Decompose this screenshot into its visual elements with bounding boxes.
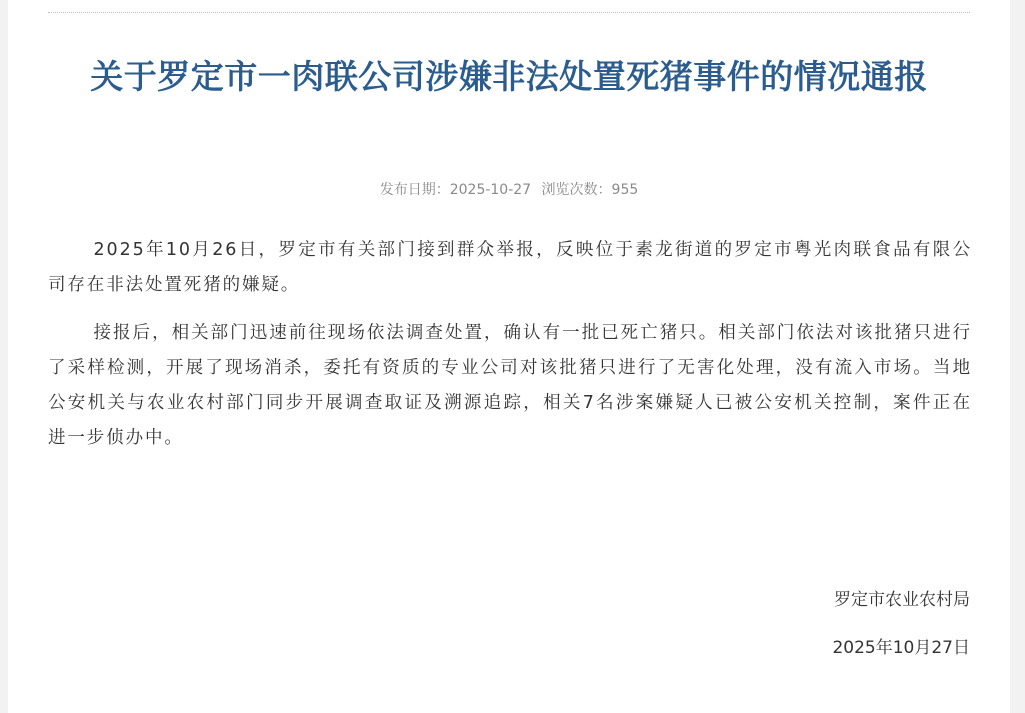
article-page (8, 0, 1010, 713)
paragraph: 接报后，相关部门迅速前往现场依法调查处置，确认有一批已死亡猪只。相关部门依法对该批猪只进行了采样检测，开展了现场消杀，委托有资质的专业公司对该批猪只进行了无害化处理，没有流入市场。当地公安机关与农业农村部门同步开展调查取证及溯源追踪，相关7名涉案嫌疑人已被公安机关控制，案件正在进一步侦办中。 (48, 323, 972, 448)
signature-organization: 罗定市农业农村局 (834, 590, 970, 610)
signature-date: 2025年10月27日 (832, 638, 970, 658)
view-count-label: 浏览次数： (541, 182, 612, 198)
publish-date-label: 发布日期： (379, 182, 450, 198)
top-divider (48, 12, 970, 13)
view-count (542, 182, 639, 198)
view-count-value: 955 (611, 182, 639, 198)
article-body (48, 233, 972, 469)
paragraph: 2025年10月26日，罗定市有关部门接到群众举报，反映位于素龙街道的罗定市粤光肉联食品有限公司存在非法处置死猪的嫌疑。 (48, 240, 972, 295)
article-meta (48, 180, 970, 200)
article-title: 关于罗定市一肉联公司涉嫌非法处置死猪事件的情况通报 (90, 57, 928, 96)
publish-date (380, 182, 531, 198)
publish-date-value: 2025-10-27 (449, 182, 532, 198)
